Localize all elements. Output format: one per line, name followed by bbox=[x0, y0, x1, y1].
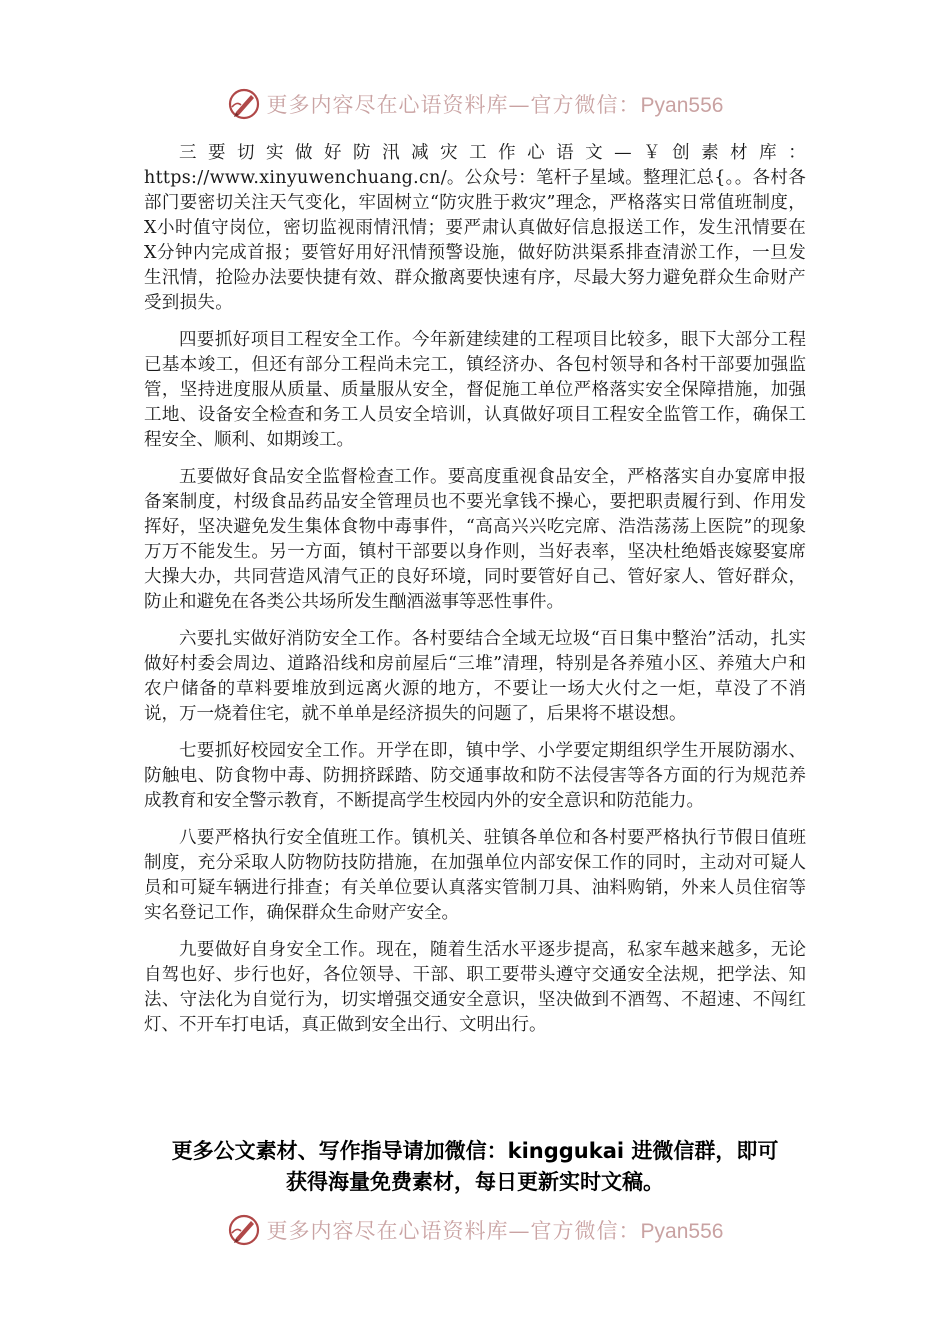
promo-block bbox=[100, 1136, 850, 1198]
pen-logo-icon bbox=[227, 1213, 261, 1247]
promo-line-1: 更多公文素材、写作指导请加微信：kinggukai 进微信群，即可 bbox=[171, 1139, 779, 1163]
paragraph-3: 三要切实做好防汛减灾工作心语文—￥创素材库：https://www.xinyuwenchuang.cn/。公众号：笔杆子星域。整理汇总{。。各村各部门要密切关注天气变化，牢固树立“防灾胜于救灾”理念，严格落实日常值班制度，X小时值守岗位，密切监视雨情汛情；要严肃认真做好信息报送工作，发生汛情要在X分钟内完成首报；要管好用好汛情预警设施，做好防洪渠系排查清淤工作，一旦发生汛情，抢险办法要快捷有效、群众撤离要快速有序，尽最大努力避免群众生命财产受到损失。 bbox=[144, 143, 806, 313]
paragraph-5: 五要做好食品安全监督检查工作。要高度重视食品安全，严格落实自办宴席申报备案制度，村级食品药品安全管理员也不要光拿钱不操心，要把职责履行到、作用发挥好，坚决避免发生集体食物中毒事件，“高高兴兴吃完席、浩浩荡荡上医院”的现象万万不能发生。另一方面，镇村干部要以身作则，当好表率，坚决杜绝婚丧嫁娶宴席大操大办，共同营造风清气正的良好环境，同时要管好自己、管好家人、管好群众，防止和避免在各类公共场所发生酗酒滋事等恶性事件。 bbox=[144, 467, 806, 612]
watermark-wechat-id: Pyan556 bbox=[640, 1220, 724, 1243]
watermark-footer bbox=[0, 1210, 950, 1250]
watermark-label: 更多内容尽在心语资料库—官方微信： bbox=[266, 1219, 641, 1243]
promo-line-2: 获得海量免费素材，每日更新实时文稿。 bbox=[286, 1170, 664, 1194]
paragraph-9: 九要做好自身安全工作。现在，随着生活水平逐步提高，私家车越来越多，无论自驾也好、步行也好，各位领导、干部、职工要带头遵守交通安全法规，把学法、知法、守法化为自觉行为，切实增强交通安全意识，坚决做到不酒驾、不超速、不闯红灯、不开车打电话，真正做到安全出行、文明出行。 bbox=[144, 940, 806, 1035]
watermark-label: 更多内容尽在心语资料库—官方微信： bbox=[266, 93, 641, 117]
paragraph-7: 七要抓好校园安全工作。开学在即，镇中学、小学要定期组织学生开展防溺水、防触电、防食物中毒、防拥挤踩踏、防交通事故和防不法侵害等各方面的行为规范养成教育和安全警示教育，不断提高学生校园内外的安全意识和防范能力。 bbox=[144, 741, 806, 811]
paragraph-8: 八要严格执行安全值班工作。镇机关、驻镇各单位和各村要严格执行节假日值班制度，充分采取人防物防技防措施，在加强单位内部安保工作的同时，主动对可疑人员和可疑车辆进行排查；有关单位要认真落实管制刀具、油料购销，外来人员住宿等实名登记工作，确保群众生命财产安全。 bbox=[144, 828, 806, 923]
watermark-text bbox=[267, 89, 724, 119]
document-body bbox=[144, 141, 806, 1050]
watermark-wechat-id: Pyan556 bbox=[640, 94, 724, 117]
paragraph-6: 六要扎实做好消防安全工作。各村要结合全域无垃圾“百日集中整治”活动，扎实做好村委会周边、道路沿线和房前屋后“三堆”清理，特别是各养殖小区、养殖大户和农户储备的草料要堆放到远离火源的地方，不要让一场大火付之一炬，草没了不消说，万一烧着住宅，就不单单是经济损失的问题了，后果将不堪设想。 bbox=[144, 629, 806, 724]
pen-logo-icon bbox=[227, 87, 261, 121]
watermark-text bbox=[267, 1215, 724, 1245]
watermark-header bbox=[0, 84, 950, 124]
paragraph-4: 四要抓好项目工程安全工作。今年新建续建的工程项目比较多，眼下大部分工程已基本竣工，但还有部分工程尚未完工，镇经济办、各包村领导和各村干部要加强监管，坚持进度服从质量、质量服从安全，督促施工单位严格落实安全保障措施，加强工地、设备安全检查和务工人员安全培训，认真做好项目工程安全监管工作，确保工程安全、顺利、如期竣工。 bbox=[144, 330, 806, 450]
